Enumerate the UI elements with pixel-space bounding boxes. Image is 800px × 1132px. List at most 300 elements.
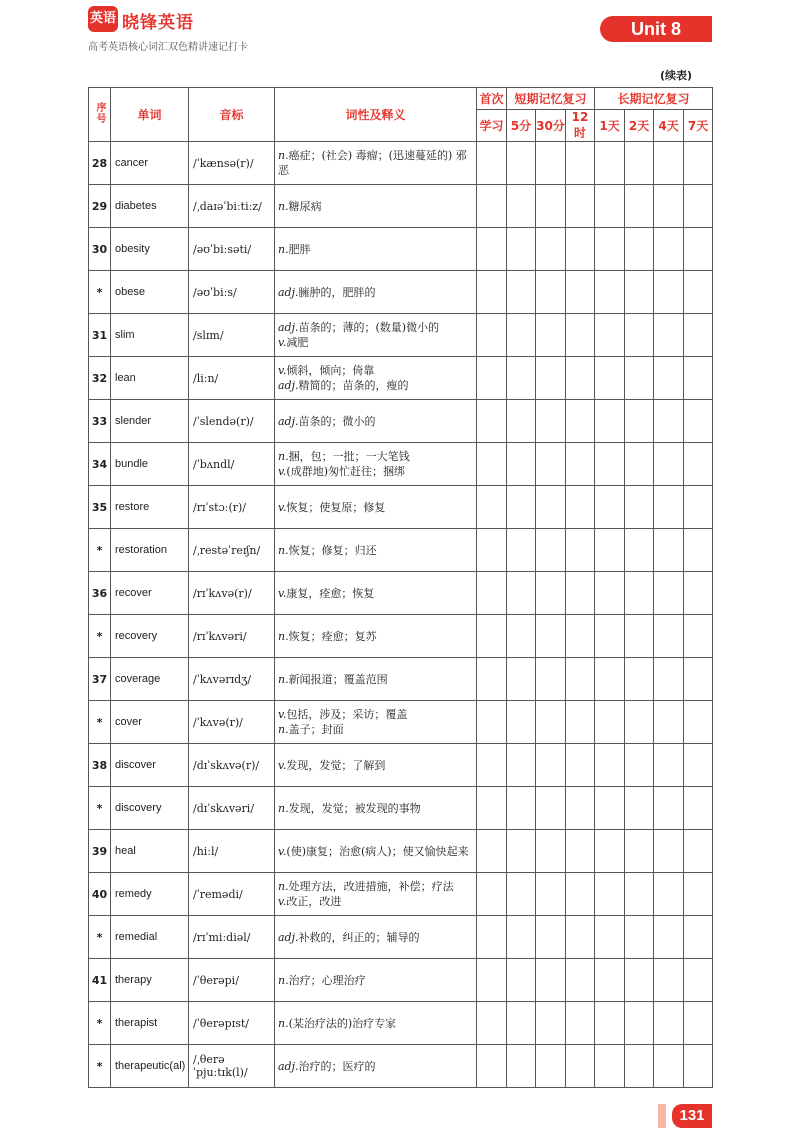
word-cell: lean	[111, 357, 189, 400]
definition-cell	[275, 1002, 477, 1045]
word-cell: obesity	[111, 228, 189, 271]
review-checkbox-cell[interactable]	[654, 1045, 684, 1088]
review-checkbox-cell[interactable]	[566, 701, 595, 744]
review-checkbox-cell[interactable]	[477, 443, 507, 486]
review-checkbox-cell[interactable]	[507, 572, 536, 615]
review-checkbox-cell[interactable]	[507, 185, 536, 228]
review-checkbox-cell[interactable]	[684, 314, 713, 357]
word-cell: therapy	[111, 959, 189, 1002]
meaning-text: 糖尿病	[288, 199, 322, 213]
review-checkbox-cell[interactable]	[536, 744, 566, 787]
review-checkbox-cell[interactable]	[625, 873, 654, 916]
table-row	[89, 744, 713, 787]
review-checkbox-cell[interactable]	[684, 1002, 713, 1045]
review-checkbox-cell[interactable]	[654, 658, 684, 701]
definition-line	[278, 722, 476, 737]
definition-line	[278, 801, 476, 816]
review-checkbox-cell[interactable]	[654, 1002, 684, 1045]
review-checkbox-cell[interactable]	[625, 1002, 654, 1045]
review-checkbox-cell[interactable]	[684, 787, 713, 830]
review-checkbox-cell[interactable]	[477, 228, 507, 271]
table-row	[89, 529, 713, 572]
definition-cell	[275, 443, 477, 486]
review-checkbox-cell[interactable]	[654, 916, 684, 959]
review-checkbox-cell[interactable]	[566, 615, 595, 658]
definition-line	[278, 543, 476, 558]
short-col-5min: 5分	[507, 110, 536, 142]
review-checkbox-cell[interactable]	[654, 744, 684, 787]
phonetic-cell: /ˈkʌvə(r)/	[189, 701, 275, 744]
review-checkbox-cell[interactable]	[625, 486, 654, 529]
phonetic-cell: /ˈkænsə(r)/	[189, 142, 275, 185]
definition-cell	[275, 572, 477, 615]
review-checkbox-cell[interactable]	[684, 142, 713, 185]
review-checkbox-cell[interactable]	[595, 185, 625, 228]
review-checkbox-cell[interactable]	[625, 529, 654, 572]
phonetic-cell: /ˌrestəˈreɪʃn/	[189, 529, 275, 572]
review-checkbox-cell[interactable]	[595, 615, 625, 658]
word-cell: coverage	[111, 658, 189, 701]
review-checkbox-cell[interactable]	[566, 658, 595, 701]
part-of-speech: n.	[278, 672, 289, 686]
review-checkbox-cell[interactable]	[477, 271, 507, 314]
vocabulary-table	[88, 87, 713, 1088]
review-checkbox-cell[interactable]	[595, 271, 625, 314]
review-checkbox-cell[interactable]	[684, 658, 713, 701]
review-checkbox-cell[interactable]	[536, 658, 566, 701]
word-cell: therapist	[111, 1002, 189, 1045]
review-checkbox-cell[interactable]	[654, 959, 684, 1002]
review-checkbox-cell[interactable]	[477, 529, 507, 572]
part-of-speech: v.	[278, 336, 287, 349]
review-checkbox-cell[interactable]	[684, 228, 713, 271]
word-cell: discover	[111, 744, 189, 787]
review-checkbox-cell[interactable]	[595, 830, 625, 873]
review-checkbox-cell[interactable]	[536, 959, 566, 1002]
review-checkbox-cell[interactable]	[536, 916, 566, 959]
part-of-speech: n.	[278, 1016, 289, 1030]
review-checkbox-cell[interactable]	[625, 959, 654, 1002]
phonetic-cell: /əʊˈbiːs/	[189, 271, 275, 314]
review-checkbox-cell[interactable]	[566, 486, 595, 529]
word-cell: therapeutic(al)	[111, 1045, 189, 1088]
phonetic-header: 音标	[189, 88, 275, 142]
review-checkbox-cell[interactable]	[536, 443, 566, 486]
meaning-text: 补救的，纠正的；辅导的	[298, 930, 420, 944]
part-of-speech: v.	[278, 844, 287, 858]
review-checkbox-cell[interactable]	[477, 357, 507, 400]
review-checkbox-cell[interactable]	[684, 529, 713, 572]
review-checkbox-cell[interactable]	[507, 357, 536, 400]
row-number: 36	[89, 572, 111, 615]
review-checkbox-cell[interactable]	[477, 400, 507, 443]
meaning-text: 苗条的；微小的	[298, 414, 376, 428]
phonetic-cell: /dɪˈskʌvə(r)/	[189, 744, 275, 787]
review-checkbox-cell[interactable]	[536, 1002, 566, 1045]
review-checkbox-cell[interactable]	[536, 400, 566, 443]
word-cell: slender	[111, 400, 189, 443]
table-row	[89, 357, 713, 400]
review-checkbox-cell[interactable]	[595, 228, 625, 271]
review-checkbox-cell[interactable]	[684, 443, 713, 486]
meaning-text: 臃肿的，肥胖的	[298, 285, 376, 299]
review-checkbox-cell[interactable]	[625, 572, 654, 615]
review-checkbox-cell[interactable]	[507, 830, 536, 873]
review-checkbox-cell[interactable]	[684, 572, 713, 615]
review-checkbox-cell[interactable]	[477, 701, 507, 744]
review-checkbox-cell[interactable]	[654, 830, 684, 873]
review-checkbox-cell[interactable]	[684, 701, 713, 744]
review-checkbox-cell[interactable]	[566, 228, 595, 271]
review-checkbox-cell[interactable]	[507, 142, 536, 185]
definition-line	[278, 500, 476, 515]
review-checkbox-cell[interactable]	[595, 357, 625, 400]
review-checkbox-cell[interactable]	[477, 744, 507, 787]
meaning-text: 康复，痊愈；恢复	[286, 586, 375, 600]
phonetic-cell: /rɪˈkʌvəri/	[189, 615, 275, 658]
part-of-speech: n.	[278, 973, 289, 987]
review-checkbox-cell[interactable]	[625, 916, 654, 959]
review-checkbox-cell[interactable]	[507, 400, 536, 443]
continued-label: (续表)	[660, 69, 693, 82]
word-cell: heal	[111, 830, 189, 873]
phonetic-cell: /əʊˈbiːsəti/	[189, 228, 275, 271]
review-checkbox-cell[interactable]	[477, 142, 507, 185]
review-checkbox-cell[interactable]	[684, 615, 713, 658]
review-checkbox-cell[interactable]	[595, 787, 625, 830]
review-checkbox-cell[interactable]	[654, 185, 684, 228]
review-checkbox-cell[interactable]	[654, 271, 684, 314]
meaning-text: 减肥	[286, 336, 309, 349]
word-cell: cancer	[111, 142, 189, 185]
review-checkbox-cell[interactable]	[477, 916, 507, 959]
definition-line	[278, 629, 476, 644]
word-cell: slim	[111, 314, 189, 357]
review-checkbox-cell[interactable]	[566, 529, 595, 572]
review-checkbox-cell[interactable]	[654, 228, 684, 271]
review-checkbox-cell[interactable]	[595, 400, 625, 443]
review-checkbox-cell[interactable]	[566, 400, 595, 443]
review-checkbox-cell[interactable]	[536, 615, 566, 658]
logo-badge: 英语	[88, 6, 118, 32]
review-checkbox-cell[interactable]	[477, 314, 507, 357]
meaning-text: 捆，包；一批；一大笔钱	[288, 450, 410, 463]
review-checkbox-cell[interactable]	[536, 701, 566, 744]
word-cell: restore	[111, 486, 189, 529]
phonetic-cell: /ˌθerəˈpjuːtɪk(l)/	[189, 1045, 275, 1088]
review-checkbox-cell[interactable]	[536, 357, 566, 400]
review-checkbox-cell[interactable]	[536, 572, 566, 615]
review-checkbox-cell[interactable]	[595, 142, 625, 185]
row-number: 31	[89, 314, 111, 357]
review-checkbox-cell[interactable]	[536, 314, 566, 357]
meaning-text: 恢复；使复原；修复	[286, 500, 386, 514]
review-checkbox-cell[interactable]	[625, 1045, 654, 1088]
table-row	[89, 443, 713, 486]
review-checkbox-cell[interactable]	[536, 486, 566, 529]
definition-cell	[275, 1045, 477, 1088]
review-checkbox-cell[interactable]	[507, 658, 536, 701]
meaning-text: 精简的；苗条的，瘦的	[298, 379, 409, 392]
review-checkbox-cell[interactable]	[595, 959, 625, 1002]
part-of-speech: adj.	[278, 414, 299, 428]
review-checkbox-cell[interactable]	[566, 873, 595, 916]
review-checkbox-cell[interactable]	[477, 959, 507, 1002]
definition-cell	[275, 658, 477, 701]
meaning-text: 新闻报道；覆盖范围	[288, 672, 388, 686]
review-checkbox-cell[interactable]	[566, 744, 595, 787]
definition-cell	[275, 701, 477, 744]
review-checkbox-cell[interactable]	[507, 486, 536, 529]
definition-line	[278, 586, 476, 601]
word-header: 单词	[111, 88, 189, 142]
definition-cell	[275, 916, 477, 959]
review-checkbox-cell[interactable]	[536, 271, 566, 314]
review-checkbox-cell[interactable]	[595, 701, 625, 744]
review-checkbox-cell[interactable]	[684, 357, 713, 400]
review-checkbox-cell[interactable]	[536, 185, 566, 228]
word-cell: recovery	[111, 615, 189, 658]
review-checkbox-cell[interactable]	[625, 658, 654, 701]
review-checkbox-cell[interactable]	[477, 658, 507, 701]
definition-line	[278, 363, 476, 378]
phonetic-cell: /hiːl/	[189, 830, 275, 873]
review-checkbox-cell[interactable]	[507, 1002, 536, 1045]
review-checkbox-cell[interactable]	[595, 744, 625, 787]
review-checkbox-cell[interactable]	[654, 486, 684, 529]
review-checkbox-cell[interactable]	[654, 873, 684, 916]
review-checkbox-cell[interactable]	[566, 572, 595, 615]
part-of-speech: v.	[278, 500, 287, 514]
review-checkbox-cell[interactable]	[684, 916, 713, 959]
part-of-speech: n.	[278, 242, 289, 256]
meaning-text: 恢复；痊愈；复苏	[288, 629, 377, 643]
review-checkbox-cell[interactable]	[625, 185, 654, 228]
review-checkbox-cell[interactable]	[566, 271, 595, 314]
review-checkbox-cell[interactable]	[536, 873, 566, 916]
part-of-speech: adj.	[278, 285, 299, 299]
review-checkbox-cell[interactable]	[507, 271, 536, 314]
review-checkbox-cell[interactable]	[684, 271, 713, 314]
review-checkbox-cell[interactable]	[654, 443, 684, 486]
review-checkbox-cell[interactable]	[507, 744, 536, 787]
review-checkbox-cell[interactable]	[477, 787, 507, 830]
phonetic-cell: /rɪˈstɔː(r)/	[189, 486, 275, 529]
review-checkbox-cell[interactable]	[595, 658, 625, 701]
part-of-speech: n.	[278, 450, 289, 463]
review-checkbox-cell[interactable]	[684, 1045, 713, 1088]
review-checkbox-cell[interactable]	[625, 443, 654, 486]
definition-cell	[275, 185, 477, 228]
review-checkbox-cell[interactable]	[684, 830, 713, 873]
definition-line	[278, 672, 476, 687]
review-checkbox-cell[interactable]	[595, 1002, 625, 1045]
phonetic-cell: /dɪˈskʌvəri/	[189, 787, 275, 830]
review-checkbox-cell[interactable]	[654, 787, 684, 830]
review-checkbox-cell[interactable]	[507, 787, 536, 830]
review-checkbox-cell[interactable]	[625, 271, 654, 314]
review-checkbox-cell[interactable]	[595, 529, 625, 572]
meaning-text: 包括，涉及；采访；覆盖	[286, 708, 408, 721]
table-row	[89, 142, 713, 185]
review-checkbox-cell[interactable]	[507, 615, 536, 658]
review-checkbox-cell[interactable]	[684, 185, 713, 228]
unit-badge: Unit 8	[600, 16, 712, 42]
definition-cell	[275, 787, 477, 830]
review-checkbox-cell[interactable]	[566, 357, 595, 400]
review-checkbox-cell[interactable]	[625, 357, 654, 400]
definition-line	[278, 335, 476, 350]
review-checkbox-cell[interactable]	[507, 873, 536, 916]
definition-cell	[275, 271, 477, 314]
review-checkbox-cell[interactable]	[625, 830, 654, 873]
review-checkbox-cell[interactable]	[507, 529, 536, 572]
review-checkbox-cell[interactable]	[507, 701, 536, 744]
part-of-speech: v.	[278, 586, 287, 600]
part-of-speech: n.	[278, 149, 289, 162]
review-checkbox-cell[interactable]	[477, 572, 507, 615]
definition-cell	[275, 228, 477, 271]
review-checkbox-cell[interactable]	[654, 357, 684, 400]
review-checkbox-cell[interactable]	[477, 873, 507, 916]
review-checkbox-cell[interactable]	[654, 400, 684, 443]
definition-line	[278, 879, 476, 894]
review-checkbox-cell[interactable]	[477, 185, 507, 228]
meaning-text: 倾斜，倾向；倚靠	[286, 364, 375, 377]
word-cell: remedy	[111, 873, 189, 916]
table-row	[89, 615, 713, 658]
review-checkbox-cell[interactable]	[684, 959, 713, 1002]
review-checkbox-cell[interactable]	[566, 787, 595, 830]
review-checkbox-cell[interactable]	[625, 142, 654, 185]
short-term-header: 短期记忆复习	[507, 88, 595, 110]
meaning-text: 肥胖	[288, 242, 311, 256]
review-checkbox-cell[interactable]	[625, 701, 654, 744]
table-row	[89, 830, 713, 873]
review-checkbox-cell[interactable]	[566, 314, 595, 357]
review-checkbox-cell[interactable]	[566, 142, 595, 185]
review-checkbox-cell[interactable]	[595, 443, 625, 486]
review-checkbox-cell[interactable]	[507, 314, 536, 357]
part-of-speech: n.	[278, 629, 289, 643]
table-row	[89, 271, 713, 314]
word-cell: bundle	[111, 443, 189, 486]
definition-line	[278, 148, 476, 178]
review-checkbox-cell[interactable]	[684, 400, 713, 443]
review-checkbox-cell[interactable]	[654, 529, 684, 572]
review-checkbox-cell[interactable]	[507, 916, 536, 959]
table-row	[89, 185, 713, 228]
review-checkbox-cell[interactable]	[536, 787, 566, 830]
review-checkbox-cell[interactable]	[566, 185, 595, 228]
meaning-text: 发现，发觉；被发现的事物	[288, 801, 421, 815]
review-checkbox-cell[interactable]	[595, 916, 625, 959]
short-col-12h: 12时	[566, 110, 595, 142]
review-checkbox-cell[interactable]	[566, 916, 595, 959]
row-number: 28	[89, 142, 111, 185]
review-checkbox-cell[interactable]	[595, 572, 625, 615]
table-row	[89, 314, 713, 357]
review-checkbox-cell[interactable]	[477, 1045, 507, 1088]
review-checkbox-cell[interactable]	[654, 701, 684, 744]
review-checkbox-cell[interactable]	[477, 486, 507, 529]
part-of-speech: n.	[278, 801, 289, 815]
review-checkbox-cell[interactable]	[507, 228, 536, 271]
row-number: *	[89, 1002, 111, 1045]
definition-line	[278, 449, 476, 464]
phonetic-cell: /ˈθerəpɪst/	[189, 1002, 275, 1045]
review-checkbox-cell[interactable]	[507, 1045, 536, 1088]
review-checkbox-cell[interactable]	[477, 1002, 507, 1045]
meaning-text: 改正，改进	[286, 895, 342, 908]
row-number: 35	[89, 486, 111, 529]
review-checkbox-cell[interactable]	[625, 400, 654, 443]
row-number: *	[89, 271, 111, 314]
word-cell: cover	[111, 701, 189, 744]
definition-cell	[275, 873, 477, 916]
logo-slogan: 高考英语核心词汇双色精讲速记打卡	[88, 42, 248, 53]
review-checkbox-cell[interactable]	[566, 1045, 595, 1088]
long-col-7day: 7天	[684, 110, 713, 142]
review-checkbox-cell[interactable]	[625, 615, 654, 658]
review-checkbox-cell[interactable]	[625, 228, 654, 271]
review-checkbox-cell[interactable]	[536, 228, 566, 271]
review-checkbox-cell[interactable]	[477, 615, 507, 658]
meaning-text: (使)康复；治愈(病人)；使又愉快起来	[286, 844, 469, 858]
review-checkbox-cell[interactable]	[625, 744, 654, 787]
review-checkbox-cell[interactable]	[536, 142, 566, 185]
review-checkbox-cell[interactable]	[566, 443, 595, 486]
word-cell: recover	[111, 572, 189, 615]
review-checkbox-cell[interactable]	[595, 486, 625, 529]
word-cell: obese	[111, 271, 189, 314]
review-checkbox-cell[interactable]	[654, 615, 684, 658]
review-checkbox-cell[interactable]	[654, 142, 684, 185]
review-checkbox-cell[interactable]	[625, 314, 654, 357]
review-checkbox-cell[interactable]	[566, 830, 595, 873]
meaning-text: (成群地)匆忙赶往；捆绑	[286, 465, 405, 478]
review-checkbox-cell[interactable]	[507, 443, 536, 486]
review-checkbox-cell[interactable]	[595, 873, 625, 916]
definition-line	[278, 320, 476, 335]
phonetic-cell: /ˈbʌndl/	[189, 443, 275, 486]
review-checkbox-cell[interactable]	[625, 787, 654, 830]
review-checkbox-cell[interactable]	[654, 314, 684, 357]
seq-header: 序号	[89, 88, 111, 142]
meaning-text: 发现，发觉；了解到	[286, 758, 386, 772]
long-col-1day: 1天	[595, 110, 625, 142]
review-checkbox-cell[interactable]	[477, 830, 507, 873]
review-checkbox-cell[interactable]	[595, 314, 625, 357]
review-checkbox-cell[interactable]	[536, 529, 566, 572]
review-checkbox-cell[interactable]	[566, 1002, 595, 1045]
review-checkbox-cell[interactable]	[684, 873, 713, 916]
review-checkbox-cell[interactable]	[684, 486, 713, 529]
review-checkbox-cell[interactable]	[684, 744, 713, 787]
review-checkbox-cell[interactable]	[536, 830, 566, 873]
review-checkbox-cell[interactable]	[536, 1045, 566, 1088]
part-of-speech: n.	[278, 880, 289, 893]
definition-cell	[275, 830, 477, 873]
review-checkbox-cell[interactable]	[507, 959, 536, 1002]
first-study-header: 首次	[477, 88, 507, 110]
review-checkbox-cell[interactable]	[595, 1045, 625, 1088]
review-checkbox-cell[interactable]	[566, 959, 595, 1002]
definition-cell	[275, 486, 477, 529]
definition-line	[278, 199, 476, 214]
review-checkbox-cell[interactable]	[654, 572, 684, 615]
meaning-text: 苗条的；薄的；(数量)微小的	[298, 321, 440, 334]
